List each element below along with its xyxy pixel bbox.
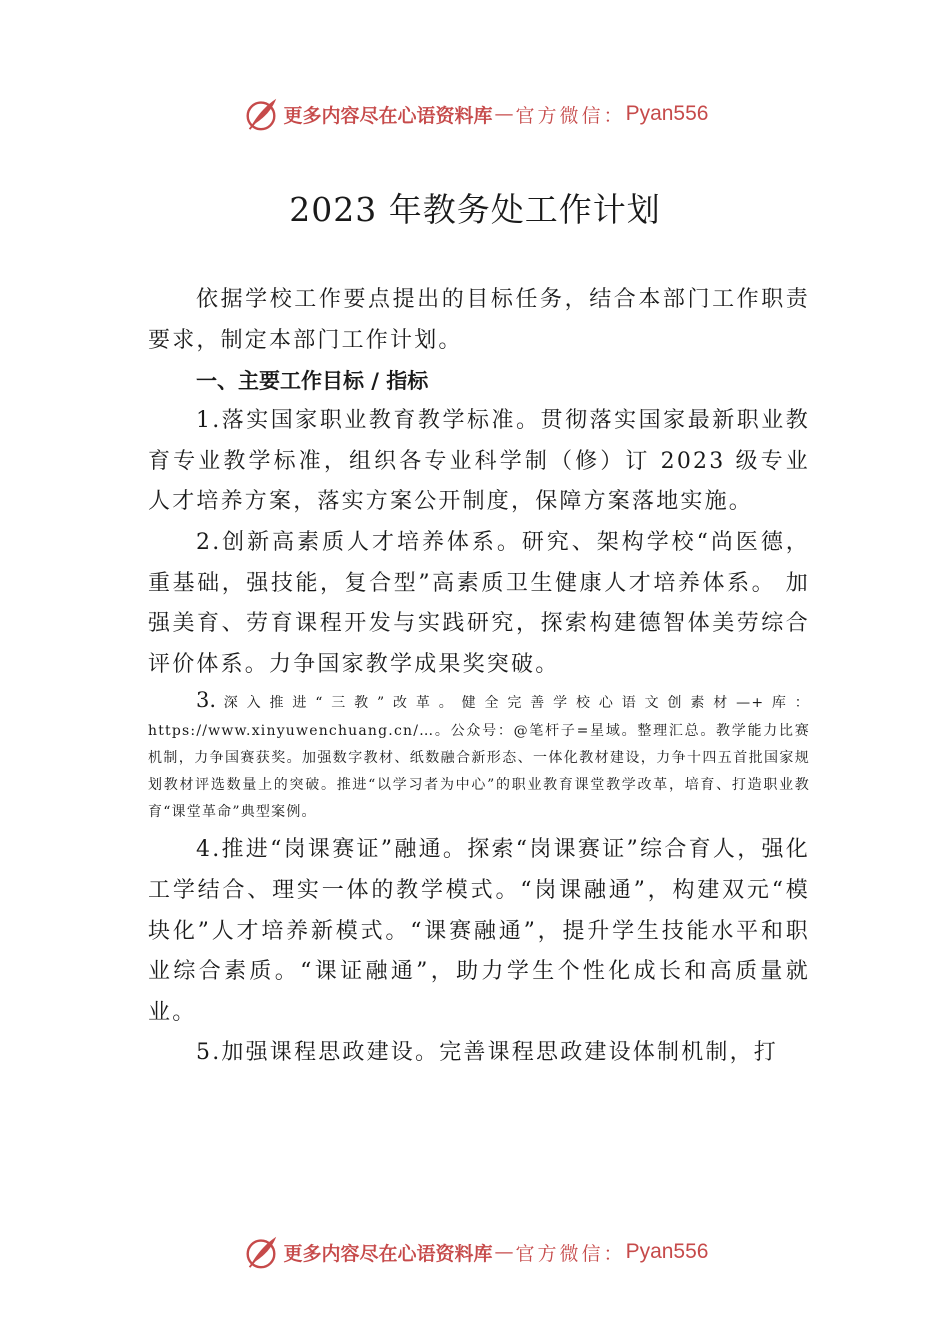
intro-paragraph: 依据学校工作要点提出的目标任务，结合本部门工作职责要求，制定本部门工作计划。 (148, 287, 810, 353)
banner-site-text: 更多内容尽在心语资料库 (283, 104, 493, 127)
banner-wechat-id: Pyan556 (625, 102, 709, 125)
quill-logo-icon (242, 95, 280, 133)
item-2-paragraph: 2.创新高素质人才培养体系。研究、架构学校“尚医德，重基础，强技能，复合型”高素质卫生健康人才培养体系。 加强美育、劳育课程开发与实践研究，探索构建德智体美劳综合评价体系。力争国家教学成果奖突破。 (148, 529, 810, 677)
banner-wechat-label: 官方微信： (515, 1242, 626, 1265)
section-heading-1: 一、主要工作目标 / 指标 (196, 369, 429, 394)
item-3-number: 3. (196, 688, 217, 713)
item-1-paragraph: 1.落实国家职业教育教学标准。贯彻落实国家最新职业教育专业教学标准，组织各专业科学制（修）订 2023 级专业人才培养方案，落实方案公开制度，保障方案落地实施。 (148, 408, 810, 515)
document-body (148, 280, 810, 1074)
banner-wechat-label: 官方微信： (515, 104, 626, 127)
header-watermark-banner (0, 94, 950, 134)
banner-site-text: 更多内容尽在心语资料库 (283, 1242, 493, 1265)
quill-logo-icon (242, 1233, 280, 1271)
banner-dash: — (494, 103, 514, 125)
footer-watermark-banner (0, 1232, 950, 1272)
banner-wechat-id: Pyan556 (625, 1240, 709, 1263)
item-4-paragraph: 4.推进“岗课赛证”融通。探索“岗课赛证”综合育人，强化工学结合、理实一体的教学模式。“岗课融通”，构建双元“模块化”人才培养新模式。“课赛融通”，提升学生技能水平和职业综合素质。“课证融通”，助力学生个性化成长和高质量就业。 (148, 837, 810, 1025)
page-title: 2023 年教务处工作计划 (289, 190, 661, 229)
item-3-text: 深入推进“三教”改革。健全完善学校心语文创素材—+库：https://www.xinyuwenchuang.cn/…。公众号：@笔杆子=星域。整理汇总。教学能力比赛机制，力争国赛获奖。加强数字教材、纸数融合新形态、一体化教材建设，力争十四五首批国家规划教材评选数量上的突破。推进“以学习者为中心”的职业教育课堂教学改革，培育、打造职业教育“课堂革命”典型案例。 (148, 695, 810, 821)
banner-dash: — (494, 1241, 514, 1263)
item-3-paragraph (148, 687, 810, 826)
item-5-paragraph: 5.加强课程思政建设。完善课程思政建设体制机制，打 (196, 1040, 778, 1066)
